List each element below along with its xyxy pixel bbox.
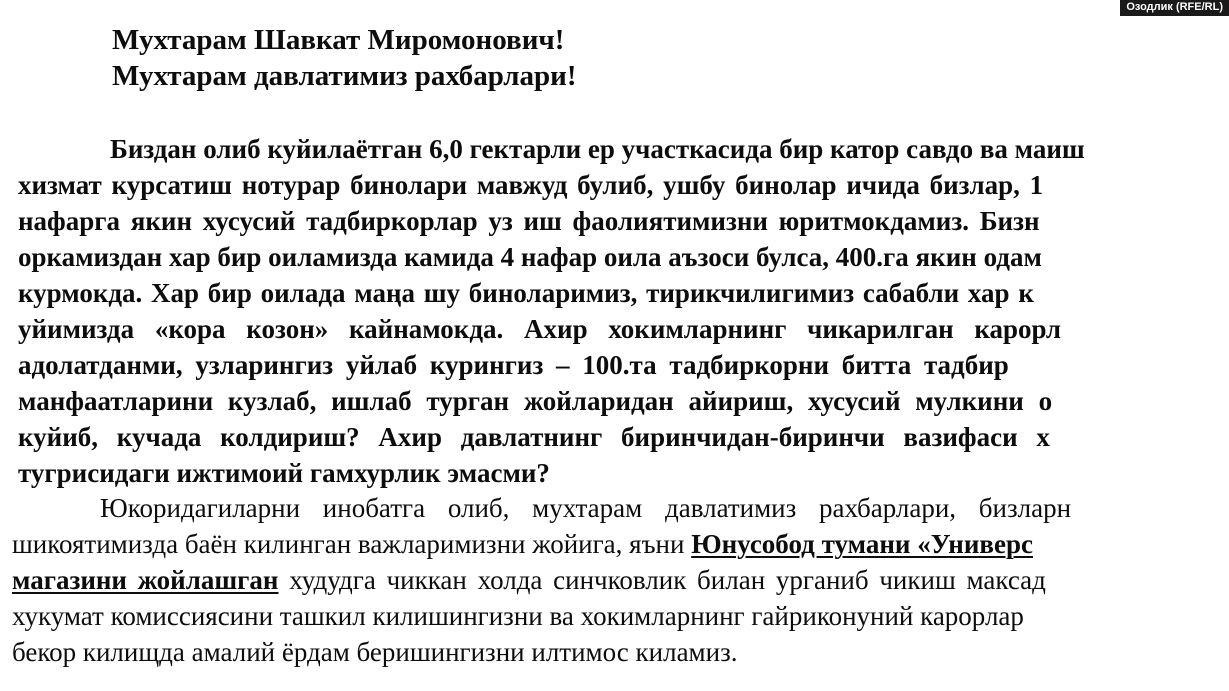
paragraph-2-line-3-text: худудга чиккан холда синчковлик билан урганиб чикиш максад [278, 565, 1046, 595]
paragraph-1-line-2: хизмат курсатиш нотурар бинолари мавжуд булиб, ушбу бинолар ичида бизлар, 1 [18, 170, 1044, 200]
greeting-line-1: Мухтарам Шавкат Миромонович! [112, 24, 565, 56]
paragraph-1-line-5: курмокда. Хар бир оилада маңа шу биноларимиз, тирикчилигимиз сабабли хар к [18, 278, 1034, 308]
paragraph-2-line-1: Юкоридагиларни инобатга олиб, мухтарам давлатимиз рахбарлари, бизларн [100, 493, 1072, 523]
paragraph-2-line-5: бекор килищда амалий ёрдам беришингизни илтимос киламиз. [12, 637, 738, 667]
address-underlined-part-1: Юнусобод тумани «Универс [691, 529, 1033, 559]
source-watermark: Озодлик (RFE/RL) [1120, 0, 1229, 16]
paragraph-1-line-10: тугрисидаги ижтимоий гамхурлик эмасми? [18, 458, 550, 488]
paragraph-1-line-3: нафарга якин хусусий тадбиркорлар уз иш фаолиятимизни юритмокдамиз. Бизн [18, 206, 1040, 236]
paragraph-2-line-3 [12, 564, 1046, 596]
paragraph-1-line-4: оркамиздан хар бир оиламизда камида 4 нафар оила аъзоси булса, 400.га якин одам [18, 242, 1042, 272]
paragraph-2-line-2 [12, 528, 1033, 560]
paragraph-1-line-1: Биздан олиб куйилаётган 6,0 гектарли ер участкасида бир катор савдо ва маиш [110, 134, 1085, 164]
paragraph-1-line-7: адолатданми, узларингиз уйлаб курингиз – 100.та тадбиркорни битта тадбир [18, 350, 1009, 380]
address-underlined-part-2: магазини жойлашган [12, 565, 279, 595]
paragraph-1-line-8: манфаатларини кузлаб, ишлаб турган жойларидан айириш, хусусий мулкини о [18, 386, 1053, 416]
paragraph-2-line-2-text: шикоятимизда баён килинган важларимизни жойига, яъни [12, 529, 692, 559]
greeting-line-2: Мухтарам давлатимиз рахбарлари! [112, 60, 577, 92]
paragraph-2-line-4: хукумат комиссиясини ташкил килишингизни ва хокимларнинг гайриконуний карорлар [12, 601, 1024, 631]
paragraph-1-line-6: уйимизда «кора козон» кайнамокда. Ахир хокимларнинг чикарилган карорл [18, 314, 1062, 344]
paragraph-1-line-9: куйиб, кучада колдириш? Ахир давлатнинг биринчидан-биринчи вазифаси х [18, 422, 1050, 452]
